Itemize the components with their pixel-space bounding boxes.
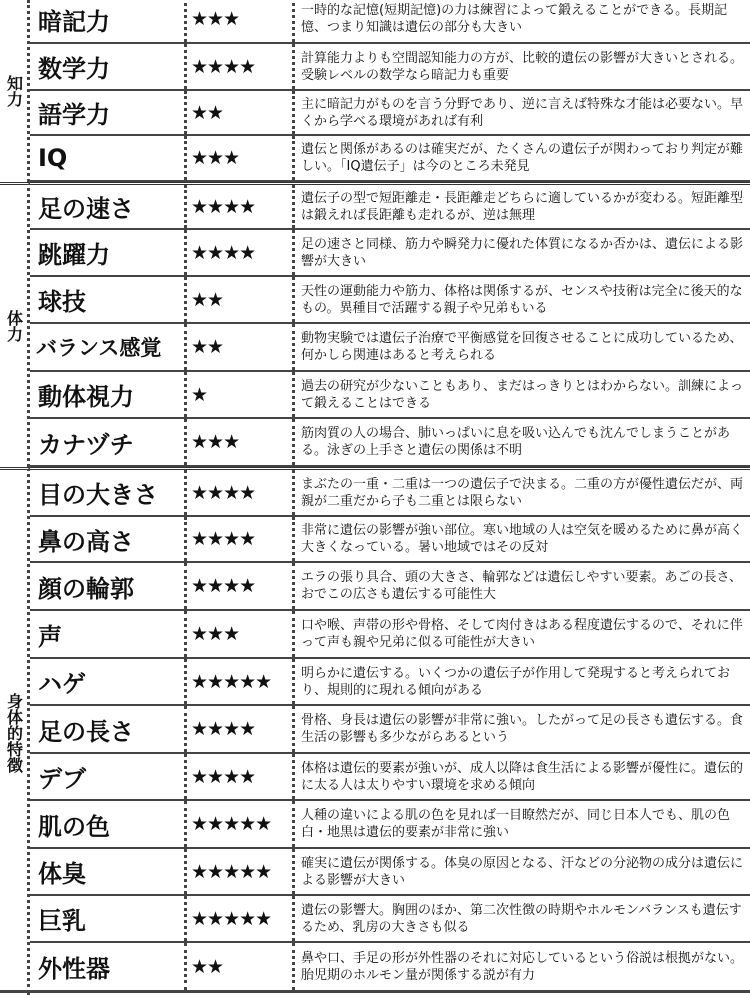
- trait-name: 鼻の高さ: [30, 517, 187, 561]
- heritability-stars: ★★★: [187, 136, 295, 180]
- heritability-stars: ★★: [187, 91, 295, 134]
- table-row: [30, 754, 750, 801]
- trait-name: 語学力: [30, 91, 187, 134]
- trait-name: カナヅチ: [30, 419, 187, 465]
- heritability-stars: ★★★★: [187, 470, 295, 515]
- trait-description: 計算能力よりも空間認知能力の方が、比較的遺伝の影響が大きいとされる。受験レベルの数学なら暗記力も重要: [301, 50, 744, 83]
- table-row: [30, 611, 750, 659]
- heritability-stars: ★★★★★: [187, 659, 295, 704]
- trait-description: 鼻や口、手足の形が外性器のそれに対応しているという俗説は根拠がない。胎児期のホルモン量が関係する説が有力: [301, 950, 744, 983]
- trait-description: 天性の運動能力や筋力、体格は関係するが、センスや技術は完全に後天的なもの。異種目で活躍する親子や兄弟もいる: [301, 283, 743, 316]
- trait-description: 非常に遺伝の影響が強い部位。寒い地域の人は空気を暖めるために鼻が高く大きくなっている。暑い地域ではその反対: [301, 523, 744, 555]
- trait-name: デブ: [30, 754, 187, 799]
- trait-description: まぶたの一重・二重は一つの遺伝子で決まる。二重の方が優性遺伝だが、両親が二重だから子も二重とは限らない: [301, 476, 744, 509]
- heritability-stars: ★★: [187, 324, 295, 370]
- heritability-stars: ★★★: [187, 611, 295, 657]
- trait-name: 目の大きさ: [30, 470, 187, 515]
- category-label: 身体的特徴: [4, 692, 24, 773]
- table-row: [30, 563, 750, 611]
- table-row: [30, 182, 750, 230]
- heritability-stars: ★★★★★: [187, 801, 295, 847]
- trait-name: 足の長さ: [30, 706, 187, 752]
- trait-description: 人種の違いによる肌の色を見れば一目瞭然だが、同じ日本人でも、肌の色白・地黒は遺伝的要素が非常に強い: [301, 808, 731, 840]
- trait-description: 体格は遺伝的要素が強いが、成人以降は食生活による影響が優性に。遺伝的に太る人は太りやすい環境を求める傾向: [301, 760, 744, 793]
- trait-name: ハゲ: [30, 659, 187, 704]
- table-row: [30, 277, 750, 324]
- category-physical: [0, 182, 30, 467]
- heritability-stars: ★★★★★: [187, 896, 295, 941]
- heritability-stars: ★★★★: [187, 754, 295, 799]
- trait-description: 口や喉、声帯の形や骨格、そして肉付きはある程度遺伝するので、それに伴って声も親や兄弟に似る可能性が大きい: [301, 618, 743, 650]
- table-row: [30, 324, 750, 372]
- heritability-stars: ★★★★: [187, 706, 295, 752]
- category-body-traits: [0, 467, 30, 995]
- trait-description: 一時的な記憶(短期記憶)の力は練習によって鍛えることができる。長期記憶、つまり知識は遺伝の部分も大きい: [301, 3, 728, 35]
- heritability-stars: ★★★: [187, 419, 295, 465]
- table-row: [30, 659, 750, 706]
- table-row: [30, 706, 750, 754]
- trait-description: 足の速さと同様、筋力や瞬発力に優れた体質になるか否かは、遺伝による影響が大きい: [301, 236, 744, 269]
- trait-name: 巨乳: [30, 896, 187, 941]
- trait-description: 主に暗記力がものを言う分野であり、逆に言えば特殊な才能は必要ない。早くから学べる環境があれば有利: [301, 96, 744, 129]
- heritability-stars: ★★★★: [187, 230, 295, 275]
- table-row: [30, 896, 750, 943]
- table-bottom-border: [0, 990, 750, 998]
- heritability-stars: ★★★★: [187, 44, 295, 89]
- trait-name: バランス感覚: [30, 324, 187, 370]
- category-intellect: [0, 0, 30, 182]
- table-row: [30, 517, 750, 563]
- heritability-stars: ★★: [187, 277, 295, 322]
- trait-name: 体臭: [30, 849, 187, 894]
- heritability-stars: ★★: [187, 943, 295, 990]
- trait-name: 声: [30, 611, 187, 657]
- table-row: [30, 230, 750, 277]
- table-row: [30, 801, 750, 849]
- table-row: [30, 849, 750, 896]
- table-row: [30, 91, 750, 136]
- table-row: [30, 0, 750, 44]
- heritability-stars: ★★★★: [187, 563, 295, 609]
- table-row: [30, 44, 750, 91]
- trait-name: 外性器: [30, 943, 187, 990]
- table-row: [30, 419, 750, 467]
- heritability-stars: ★: [187, 372, 295, 417]
- trait-name: 動体視力: [30, 372, 187, 417]
- trait-name: IQ: [30, 136, 187, 180]
- table-row: [30, 943, 750, 990]
- trait-name: 球技: [30, 277, 187, 322]
- heritability-stars: ★★★★: [187, 517, 295, 561]
- table-row: [30, 467, 750, 517]
- trait-description: 遺伝子の型で短距離走・長距離走どちらに適しているかが変わる。短距離型は鍛えれば長距離も走れるが、逆は無理: [301, 190, 744, 223]
- trait-description: 筋肉質の人の場合、肺いっぱいに息を吸い込んでも沈んでしまうことがある。泳ぎの上手さと遺伝の関係は不明: [301, 426, 731, 458]
- trait-name: 肌の色: [30, 801, 187, 847]
- trait-description: 遺伝と関係があるのは確実だが、たくさんの遺伝子が関わっており判定が難しい。「IQ遺伝子」は今のところ未発見: [301, 142, 743, 174]
- trait-description: 確実に遺伝が関係する。体臭の原因となる、汗などの分泌物の成分は遺伝による影響が大きい: [301, 855, 744, 888]
- category-label: 知力: [4, 75, 24, 107]
- heritability-stars: ★★★★: [187, 185, 295, 228]
- trait-name: 跳躍力: [30, 230, 187, 275]
- trait-description: 遺伝の影響大。胸囲のほか、第二次性徴の時期やホルモンバランスも遺伝するため、乳房の大きさも似る: [301, 902, 742, 935]
- trait-name: 足の速さ: [30, 185, 187, 228]
- heritability-stars: ★★★★★: [187, 849, 295, 894]
- category-label: 体力: [4, 310, 24, 342]
- trait-name: 暗記力: [30, 0, 187, 42]
- trait-name: 数学力: [30, 44, 187, 89]
- trait-description: エラの張り具合、頭の大きさ、輪郭などは遺伝しやすい要素。あごの長さ、おでこの広さも遺伝する可能性大: [301, 570, 742, 602]
- table-row: [30, 372, 750, 419]
- trait-name: 顔の輪郭: [30, 563, 187, 609]
- table-row: [30, 136, 750, 182]
- trait-description: 動物実験では遺伝子治療で平衡感覚を回復させることに成功しているため、何かしら関連はあると考えられる: [301, 331, 743, 363]
- trait-description: 骨格、身長は遺伝の影響が非常に強い。したがって足の長さも遺伝する。食生活の影響も多少ながらあるという: [301, 713, 744, 745]
- trait-description: 過去の研究が少ないこともあり、まだはっきりとはわからない。訓練によって鍛えることはできる: [301, 378, 744, 411]
- trait-description: 明らかに遺伝する。いくつかの遺伝子が作用して発現すると考えられており、規則的に現れる傾向がある: [301, 665, 731, 698]
- heritability-stars: ★★★: [187, 0, 295, 42]
